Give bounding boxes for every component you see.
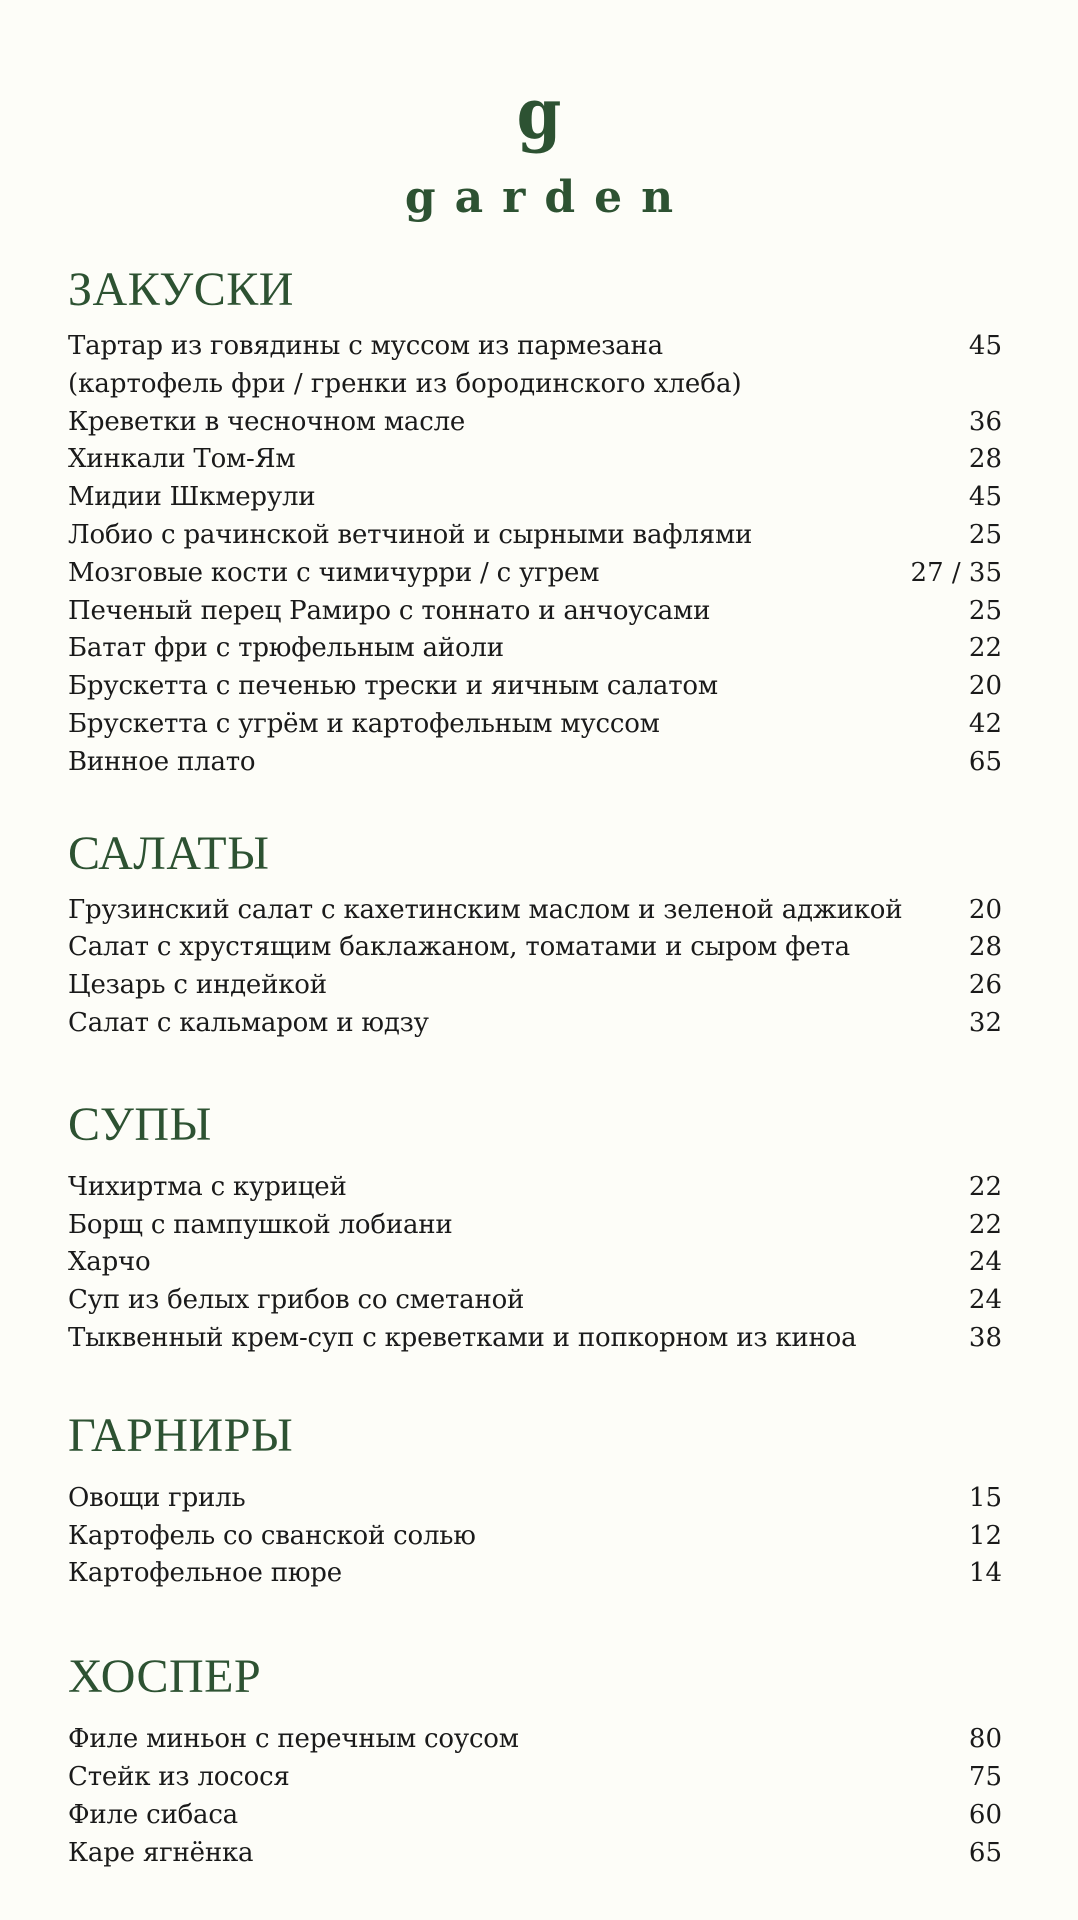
section-appetizers: [68, 262, 1002, 782]
item-price: 26: [968, 970, 1002, 1001]
menu: [68, 262, 1002, 1872]
item-price: 28: [968, 444, 1002, 475]
section-title: ГАРНИРЫ: [68, 1408, 294, 1462]
menu-item: [68, 1721, 1002, 1759]
item-price: 25: [968, 519, 1002, 550]
menu-item: [68, 328, 1002, 366]
menu-item: [68, 404, 1002, 442]
item-name: Батат фри с трюфельным айоли: [68, 633, 504, 664]
section-title: ЗАКУСКИ: [68, 263, 294, 316]
item-name: Салат с хрустящим баклажаном, томатами и сыром фета: [68, 932, 850, 963]
item-price: 24: [968, 1247, 1002, 1278]
menu-item: [68, 1244, 1002, 1282]
menu-item: [68, 929, 1002, 967]
item-price: 65: [968, 746, 1002, 777]
item-name: Винное плато: [68, 746, 256, 777]
item-name: Филе миньон с перечным соусом: [68, 1724, 519, 1755]
menu-item: [68, 1005, 1002, 1043]
item-price: 60: [968, 1799, 1002, 1830]
section-salads: [68, 826, 1002, 1043]
section-title: СУПЫ: [68, 1097, 212, 1151]
menu-item: [68, 1518, 1002, 1556]
menu-item: [68, 1555, 1002, 1593]
item-price: 15: [968, 1482, 1002, 1513]
menu-item: [68, 892, 1002, 930]
section-title: ХОСПЕР: [68, 1650, 262, 1704]
item-price: 28: [968, 932, 1002, 963]
item-price: 45: [968, 482, 1002, 513]
menu-item: [68, 517, 1002, 555]
menu-item: [68, 441, 1002, 479]
brand-logo: [0, 70, 1078, 226]
logo-mark-icon: g: [516, 73, 562, 156]
menu-item: [68, 744, 1002, 782]
section-sides: [68, 1408, 1002, 1593]
menu-item: [68, 706, 1002, 744]
section-josper: [68, 1649, 1002, 1872]
item-name: Харчо: [68, 1247, 151, 1278]
menu-item: [68, 1759, 1002, 1797]
menu-item: [68, 630, 1002, 668]
item-name: Суп из белых грибов со сметаной: [68, 1285, 525, 1316]
item-name: Печеный перец Рамиро с тоннато и анчоусами: [68, 595, 711, 626]
item-name: Грузинский салат с кахетинским маслом и зеленой аджикой: [68, 894, 903, 925]
item-name: Стейк из лосося: [68, 1761, 290, 1792]
section-title: САЛАТЫ: [68, 826, 270, 880]
item-name: Тартар из говядины с муссом из пармезана: [68, 331, 663, 361]
item-name: Овощи гриль: [68, 1482, 246, 1513]
menu-item: [68, 1835, 1002, 1873]
menu-item: [68, 967, 1002, 1005]
item-name: Чихиртма с курицей: [68, 1171, 347, 1202]
item-name: Лобио с рачинской ветчиной и сырными вафлями: [68, 519, 753, 550]
item-price: 12: [968, 1520, 1002, 1551]
menu-item: [68, 1320, 1002, 1358]
item-price: 22: [968, 1209, 1002, 1240]
item-name: Каре ягнёнка: [68, 1837, 254, 1868]
item-price: 45: [968, 331, 1002, 361]
item-name: Салат с кальмаром и юдзу: [68, 1007, 429, 1038]
item-name: Филе сибаса: [68, 1799, 238, 1830]
menu-item: [68, 1282, 1002, 1320]
item-name: Мозговые кости с чимичурри / с угрем: [68, 557, 600, 588]
item-name: Креветки в чесночном масле: [68, 406, 466, 437]
item-name: Хинкали Том-Ям: [68, 444, 296, 475]
menu-item: [68, 479, 1002, 517]
menu-item: [68, 1169, 1002, 1207]
menu-item: [68, 555, 1002, 593]
item-name: Цезарь с индейкой: [68, 970, 327, 1001]
menu-item: [68, 1480, 1002, 1518]
item-price: 36: [968, 406, 1002, 437]
item-price: 38: [968, 1322, 1002, 1353]
menu-item: [68, 668, 1002, 706]
menu-item: [68, 593, 1002, 631]
menu-item: [68, 1797, 1002, 1835]
item-name: Тыквенный крем-суп с креветками и попкорном из киноа: [68, 1322, 857, 1353]
item-price: 14: [968, 1558, 1002, 1589]
item-price: 22: [968, 633, 1002, 664]
item-name: Брускетта с печенью трески и яичным салатом: [68, 671, 718, 702]
item-price: 42: [968, 708, 1002, 739]
brand-name: garden: [404, 172, 693, 223]
item-price: 22: [968, 1171, 1002, 1202]
section-soups: [68, 1097, 1002, 1358]
item-price: 24: [968, 1285, 1002, 1316]
item-price: 32: [968, 1007, 1002, 1038]
menu-item: [68, 1207, 1002, 1245]
item-name: Мидии Шкмерули: [68, 482, 316, 513]
item-price: 20: [968, 671, 1002, 702]
item-price: 65: [968, 1837, 1002, 1868]
item-price: 20: [968, 894, 1002, 925]
item-name: Картофельное пюре: [68, 1558, 342, 1589]
item-name: Картофель со сванской солью: [68, 1520, 476, 1551]
item-price: 80: [968, 1724, 1002, 1755]
item-note: (картофель фри / гренки из бородинского хлеба): [68, 368, 742, 399]
item-price: 75: [968, 1761, 1002, 1792]
item-price: 27 / 35: [910, 557, 1002, 588]
item-price: 25: [968, 595, 1002, 626]
item-name: Борщ с пампушкой лобиани: [68, 1209, 453, 1240]
item-name: Брускетта с угрём и картофельным муссом: [68, 708, 660, 739]
